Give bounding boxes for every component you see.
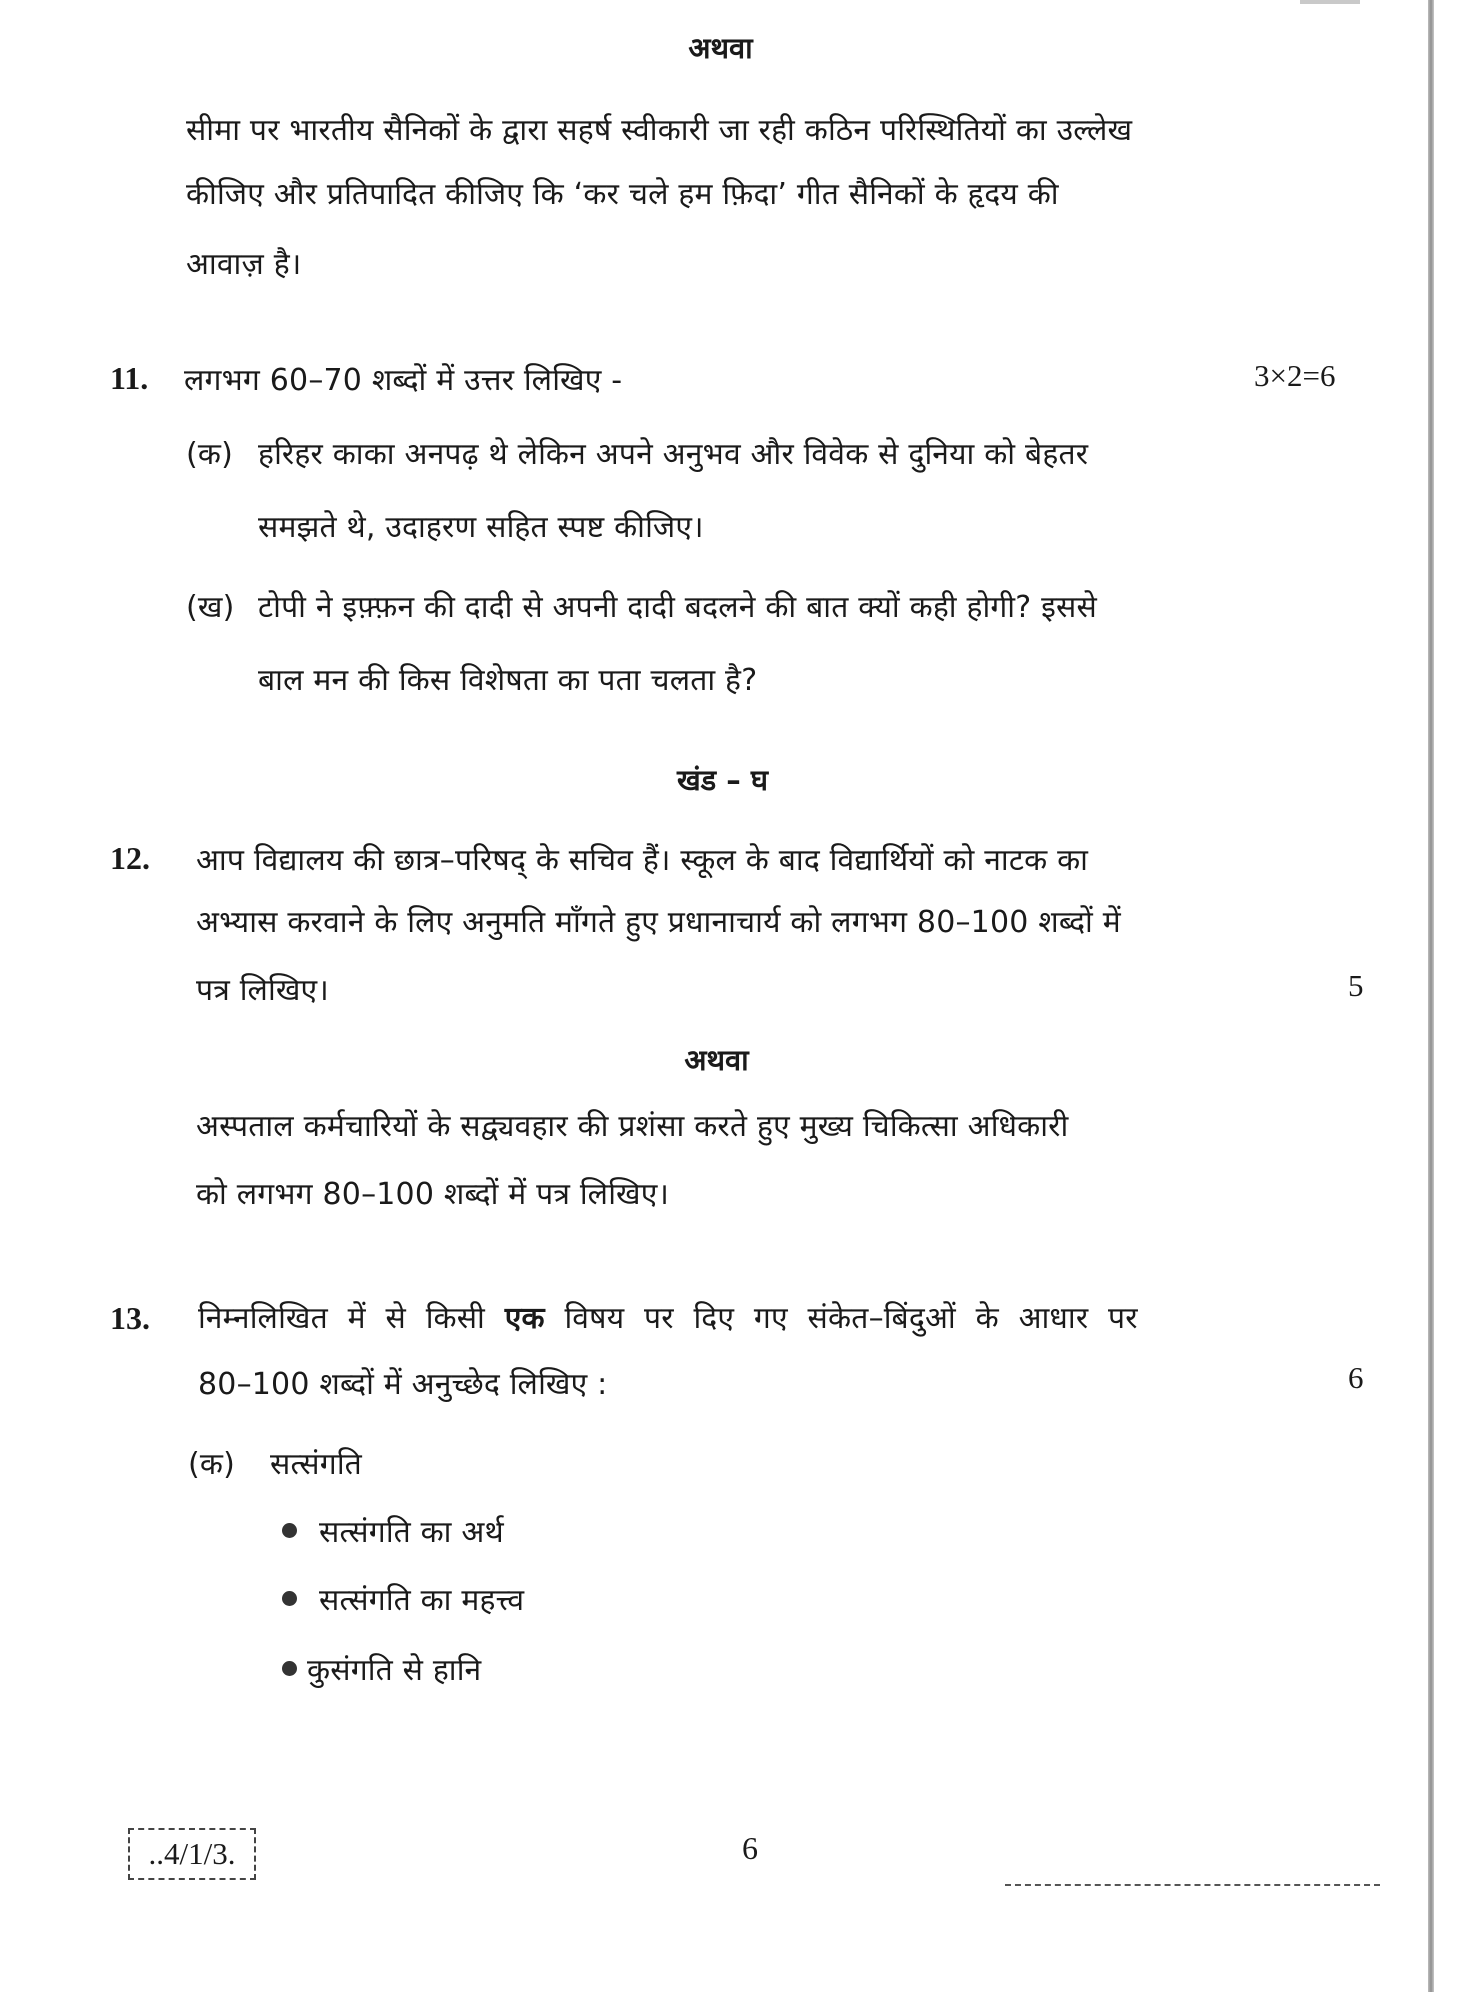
q13-point-2-text: सत्संगति का महत्त्व <box>319 1583 525 1618</box>
q13-line-1-before: निम्नलिखित में से किसी <box>198 1301 485 1336</box>
q11-instruction: लगभग 60–70 शब्दों में उत्तर लिखिए - <box>184 363 623 398</box>
bullet-icon <box>282 1523 297 1538</box>
q13-emphasis-one: एक <box>504 1301 545 1336</box>
bullet-icon <box>282 1661 297 1676</box>
or-heading: अथवा <box>688 31 753 65</box>
page-edge-top <box>1300 0 1360 4</box>
q13-option-a-label: (क) <box>188 1447 236 1482</box>
page-number: 6 <box>742 1830 758 1866</box>
q11-marks: 3×2=6 <box>1254 358 1336 393</box>
q12-line-1: आप विद्यालय की छात्र–परिषद् के सचिव हैं। स्कूल के बाद विद्यार्थियों को नाटक का <box>196 843 1089 878</box>
q11-part-a-line-2: समझते थे, उदाहरण सहित स्पष्ट कीजिए। <box>258 510 704 545</box>
q11-part-b-line-2: बाल मन की किस विशेषता का पता चलता है? <box>258 663 758 698</box>
q12-line-3: पत्र लिखिए। <box>196 973 329 1008</box>
q13-line-1-after: विषय पर दिए गए संकेत–बिंदुओं के आधार पर <box>564 1301 1138 1336</box>
footer-dashed-line <box>1005 1884 1380 1889</box>
q11-part-b-line-1: टोपी ने इफ़्फ़न की दादी से अपनी दादी बदलने की बात क्यों कही होगी? इससे <box>258 590 1098 625</box>
q13-option-a-title: सत्संगति <box>270 1447 362 1482</box>
q12-alt-line-2: को लगभग 80–100 शब्दों में पत्र लिखिए। <box>196 1177 670 1212</box>
q10-alt-line-2: कीजिए और प्रतिपादित कीजिए कि ‘कर चले हम फ़िदा’ गीत सैनिकों के हृदय की <box>186 177 1059 212</box>
q13-point-1-text: सत्संगति का अर्थ <box>319 1515 504 1550</box>
paper-code-box: ..4/1/3. <box>128 1828 256 1880</box>
q13-point-1 <box>282 1510 504 1551</box>
page-right-edge <box>1428 0 1434 1992</box>
q12-marks: 5 <box>1348 968 1364 1003</box>
q13-point-2 <box>282 1578 524 1619</box>
q10-alt-line-3: आवाज़ है। <box>186 247 302 282</box>
q12-or-heading: अथवा <box>684 1043 749 1077</box>
q11-part-a-line-1: हरिहर काका अनपढ़ थे लेकिन अपने अनुभव और विवेक से दुनिया को बेहतर <box>258 437 1089 472</box>
question-number-12: 12. <box>110 840 150 876</box>
section-d-heading: खंड – घ <box>676 763 769 797</box>
q13-line-2: 80–100 शब्दों में अनुच्छेद लिखिए : <box>198 1367 608 1402</box>
q13-line-1 <box>198 1296 1138 1337</box>
q13-marks: 6 <box>1348 1360 1364 1395</box>
q11-part-b-label: (ख) <box>186 590 235 625</box>
bullet-icon <box>282 1591 297 1606</box>
q10-alt-line-1: सीमा पर भारतीय सैनिकों के द्वारा सहर्ष स्वीकारी जा रही कठिन परिस्थितियों का उल्लेख <box>186 113 1133 148</box>
q12-alt-line-1: अस्पताल कर्मचारियों के सद्व्यवहार की प्रशंसा करते हुए मुख्य चिकित्सा अधिकारी <box>196 1109 1069 1144</box>
q11-part-a-label: (क) <box>186 437 234 472</box>
question-number-13: 13. <box>110 1300 150 1336</box>
q12-line-2: अभ्यास करवाने के लिए अनुमति माँगते हुए प्रधानाचार्य को लगभग 80–100 शब्दों में <box>196 905 1121 940</box>
q13-point-3 <box>282 1648 481 1689</box>
q13-point-3-text: कुसंगति से हानि <box>307 1653 482 1688</box>
question-number-11: 11. <box>110 360 149 396</box>
